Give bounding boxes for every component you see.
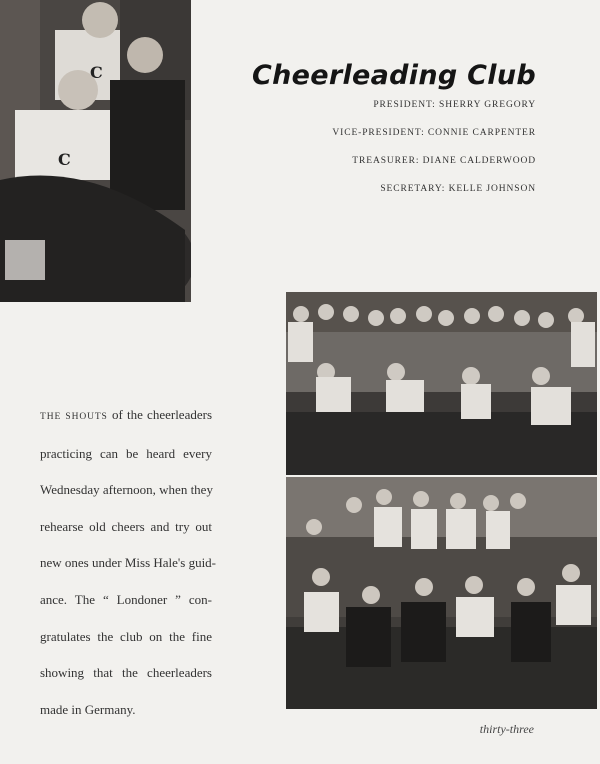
- officer-name: KELLE JOHNSON: [448, 184, 536, 194]
- text-line: practicing can be heard every: [40, 445, 212, 461]
- lead-in-smallcaps: THE SHOUTS: [40, 412, 108, 422]
- officer-secretary: [332, 182, 536, 210]
- text-line: made in Germany.: [40, 701, 136, 717]
- text-line: gratulates the club on the fine: [40, 628, 212, 644]
- text-line: [40, 397, 212, 436]
- officer-role: TREASURER:: [352, 156, 420, 166]
- text-line: new ones under Miss Hale's guid-: [40, 555, 217, 571]
- officer-role: SECRETARY:: [380, 184, 446, 194]
- club-group-photo-1: [286, 292, 597, 475]
- page-title: Cheerleading Club: [251, 60, 536, 92]
- officer-president: [332, 98, 536, 126]
- officer-name: CONNIE CARPENTER: [427, 128, 536, 138]
- svg-text:C: C: [90, 63, 103, 82]
- page-number: thirty-three: [479, 722, 534, 736]
- officer-treasurer: [332, 154, 536, 182]
- text-line: rehearse old cheers and try out: [40, 518, 212, 534]
- officers-list: [332, 98, 536, 210]
- club-group-photo-2: [286, 477, 597, 709]
- club-description: [40, 397, 217, 728]
- text-line: showing that the cheerleaders: [40, 665, 212, 681]
- officer-name: SHERRY GREGORY: [439, 100, 536, 110]
- officer-vice-president: [332, 126, 536, 154]
- svg-text:C: C: [58, 150, 71, 169]
- text-line-content: of the cheerleaders: [111, 407, 213, 422]
- text-line: ance. The “ Londoner ” con-: [40, 591, 212, 607]
- officer-role: VICE-PRESIDENT:: [332, 128, 425, 138]
- officer-name: DIANE CALDERWOOD: [422, 156, 536, 166]
- officer-role: PRESIDENT:: [373, 100, 436, 110]
- text-line: Wednesday afternoon, when they: [40, 482, 213, 498]
- cheerleaders-portrait-photo: [0, 0, 191, 302]
